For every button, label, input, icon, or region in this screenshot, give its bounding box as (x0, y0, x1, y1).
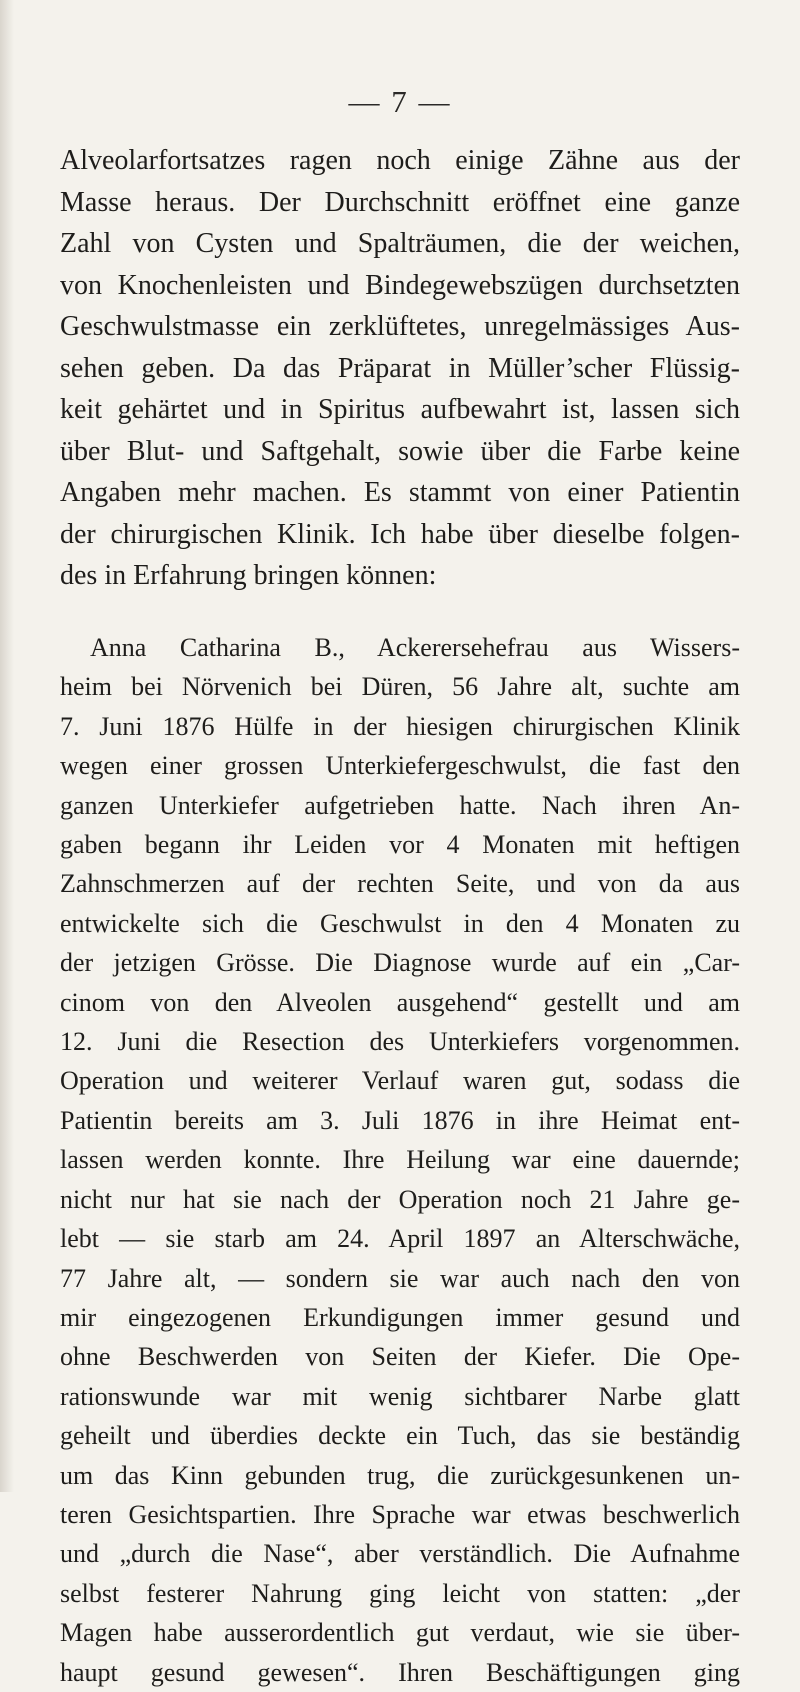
paragraph-1 (60, 140, 740, 597)
text-line: entwickelte sich die Geschwulst in den 4 Monaten zu (60, 908, 740, 938)
text-line: 7. Juni 1876 Hülfe in der hiesigen chirurgischen Klinik (60, 711, 740, 741)
paragraph-2 (60, 628, 740, 1692)
text-line: keit gehärtet und in Spiritus aufbewahrt ist, lassen sich (60, 394, 740, 425)
text-line: der jetzigen Grösse. Die Diagnose wurde auf ein „Car- (60, 948, 740, 978)
text-line: selbst festerer Nahrung ging leicht von statten: „der (60, 1578, 740, 1608)
text-line: des in Erfahrung bringen können: (60, 560, 437, 591)
text-line: wegen einer grossen Unterkiefergeschwulst, die fast den (60, 751, 740, 781)
text-line: teren Gesichtspartien. Ihre Sprache war etwas beschwerlich (60, 1499, 740, 1529)
text-line: Patientin bereits am 3. Juli 1876 in ihre Heimat ent- (60, 1105, 740, 1135)
text-line: Angaben mehr machen. Es stammt von einer Patientin (60, 477, 740, 508)
text-line: und „durch die Nase“, aber verständlich. Die Aufnahme (60, 1539, 740, 1569)
text-line: cinom von den Alveolen ausgehend“ gestellt und am (60, 987, 740, 1017)
text-line: Geschwulstmasse ein zerklüftetes, unregelmässiges Aus- (60, 311, 740, 342)
text-line: sehen geben. Da das Präparat in Müller’scher Flüssig- (60, 352, 740, 384)
text-line: Zahl von Cysten und Spalträumen, die der weichen, (60, 228, 740, 259)
text-line: um das Kinn gebunden trug, die zurückgesunkenen un- (60, 1460, 740, 1490)
text-line: über Blut- und Saftgehalt, sowie über die Farbe keine (60, 435, 740, 467)
text-line: lassen werden konnte. Ihre Heilung war eine dauernde; (60, 1145, 740, 1175)
text-line: rationswunde war mit wenig sichtbarer Narbe glatt (60, 1381, 740, 1411)
text-line: Alveolarfortsatzes ragen noch einige Zähne aus der (60, 145, 740, 176)
text-line: nicht nur hat sie nach der Operation noch 21 Jahre ge- (60, 1184, 740, 1214)
text-line: von Knochenleisten und Bindegewebszügen durchsetzten (60, 269, 740, 301)
text-line: haupt gesund gewesen“. Ihren Beschäftigungen ging (60, 1657, 740, 1687)
text-line: Operation und weiterer Verlauf waren gut, sodass die (60, 1066, 740, 1096)
text-line: 77 Jahre alt, — sondern sie war auch nach den von (60, 1263, 740, 1293)
text-line: mir eingezogenen Erkundigungen immer gesund und (60, 1302, 740, 1332)
text-line: Zahnschmerzen auf der rechten Seite, und von da aus (60, 869, 740, 899)
text-line: Magen habe ausserordentlich gut verdaut, wie sie über- (60, 1618, 740, 1648)
page-number: — 7 — (348, 84, 452, 119)
text-line: lebt — sie starb am 24. April 1897 an Alterschwäche, (60, 1224, 740, 1254)
text-line: ganzen Unterkiefer aufgetrieben hatte. Nach ihren An- (60, 790, 740, 820)
text-line: Masse heraus. Der Durchschnitt eröffnet eine ganze (60, 186, 740, 218)
text-line: Anna Catharina B., Ackerersehefrau aus Wissers- (90, 633, 740, 662)
text-line: heim bei Nörvenich bei Düren, 56 Jahre alt, suchte am (60, 672, 740, 702)
page-edge-shadow (0, 0, 14, 1492)
text-line: der chirurgischen Klinik. Ich habe über dieselbe folgen- (60, 518, 740, 550)
text-line: 12. Juni die Resection des Unterkiefers vorgenommen. (60, 1027, 740, 1057)
text-line: gaben begann ihr Leiden vor 4 Monaten mit heftigen (60, 830, 740, 860)
text-line: ohne Beschwerden von Seiten der Kiefer. Die Ope- (60, 1342, 740, 1372)
text-line: geheilt und überdies deckte ein Tuch, das sie beständig (60, 1421, 740, 1451)
